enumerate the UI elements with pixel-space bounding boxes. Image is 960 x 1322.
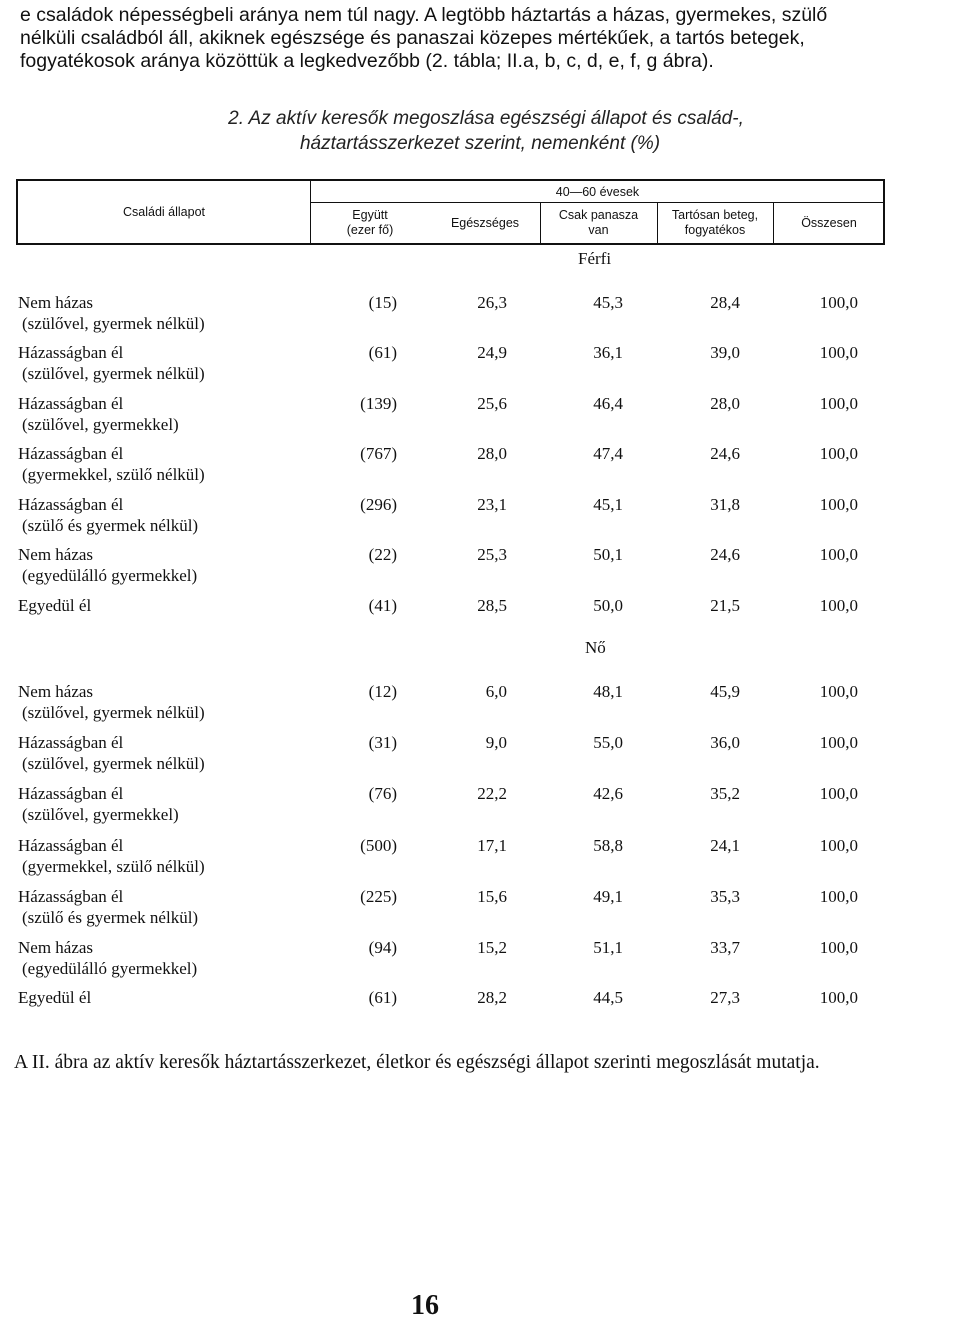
intro-paragraph: e családok népességbeli aránya nem túl nagy. A legtöbb háztartás a házas, gyermekes, szülő nélküli családból áll, akiknek egészsége és panaszai közepes mértékűek, a tartós betegek, fogyatékosok aránya közöttük a legkedvezőbb (2. tábla; II.a, b, c, d, e, f, g ábra).: [20, 4, 828, 72]
cell-complaints: 44,5: [593, 988, 623, 1007]
cell-together: (61): [368, 988, 397, 1007]
header-together-line-2: (ezer fő): [346, 223, 394, 237]
cell-together: (296): [360, 495, 397, 514]
cell-together: (767): [360, 444, 397, 463]
cell-together: (76): [368, 784, 397, 803]
row-sublabel: (szülővel, gyermekkel): [22, 805, 179, 824]
header-together: [310, 203, 430, 243]
cell-total: 100,0: [819, 495, 858, 514]
cell-chronically-ill: 31,8: [710, 495, 740, 514]
cell-healthy: 28,2: [477, 988, 507, 1007]
outro-paragraph: A II. ábra az aktív keresők háztartásszerkezet, életkor és egészségi állapot szerinti megoszlását mutatja.: [14, 1052, 820, 1073]
row-sublabel: (szülő és gyermek nélkül): [22, 516, 199, 535]
cell-chronically-ill: 24,1: [710, 836, 740, 855]
row-label: Házasságban él: [18, 836, 124, 855]
cell-total: 100,0: [819, 733, 858, 752]
section-label-male: Férfi: [578, 249, 612, 268]
cell-together: (31): [368, 733, 397, 752]
row-label: Házasságban él: [18, 343, 124, 362]
table-row: [0, 835, 960, 879]
cell-total: 100,0: [819, 938, 858, 957]
cell-chronically-ill: 24,6: [710, 545, 740, 564]
table-row: [0, 987, 960, 1031]
row-label: Házasságban él: [18, 394, 124, 413]
table-title-line-1: 2. Az aktív keresők megoszlása egészségi állapot és család-,: [228, 108, 744, 129]
row-label: Házasságban él: [18, 444, 124, 463]
row-sublabel: (egyedülálló gyermekkel): [22, 566, 198, 585]
cell-together: (12): [368, 682, 397, 701]
table-row: [0, 494, 960, 538]
cell-healthy: 23,1: [477, 495, 507, 514]
cell-total: 100,0: [819, 444, 858, 463]
cell-healthy: 28,0: [477, 444, 507, 463]
cell-total: 100,0: [819, 682, 858, 701]
cell-chronically-ill: 33,7: [710, 938, 740, 957]
header-age-group: 40—60 évesek: [555, 184, 640, 199]
table-row: [0, 544, 960, 588]
row-label: Házasságban él: [18, 784, 124, 803]
row-sublabel: (gyermekkel, szülő nélkül): [22, 857, 205, 876]
table-row: [0, 342, 960, 386]
cell-together: (500): [360, 836, 397, 855]
table-row: [0, 292, 960, 336]
cell-total: 100,0: [819, 394, 858, 413]
cell-healthy: 25,3: [477, 545, 507, 564]
row-sublabel: (egyedülálló gyermekkel): [22, 959, 198, 978]
table-row: [0, 393, 960, 437]
header-family-status: Családi állapot: [123, 204, 205, 219]
cell-complaints: 55,0: [593, 733, 623, 752]
cell-complaints: 36,1: [593, 343, 623, 362]
cell-chronically-ill: 24,6: [710, 444, 740, 463]
header-complaints: [540, 203, 657, 243]
cell-total: 100,0: [819, 784, 858, 803]
row-sublabel: (szülővel, gyermekkel): [22, 415, 179, 434]
table-row: [0, 443, 960, 487]
table-row: [0, 595, 960, 639]
row-label: Nem házas: [18, 293, 94, 312]
cell-total: 100,0: [819, 836, 858, 855]
cell-complaints: 58,8: [593, 836, 623, 855]
cell-together: (139): [360, 394, 397, 413]
cell-healthy: 6,0: [485, 682, 507, 701]
header-chronically-ill-line-2: fogyatékos: [684, 223, 746, 237]
row-sublabel: (gyermekkel, szülő nélkül): [22, 465, 205, 484]
row-label: Nem házas: [18, 545, 94, 564]
header-chronically-ill: [657, 203, 773, 243]
cell-total: 100,0: [819, 887, 858, 906]
cell-healthy: 17,1: [477, 836, 507, 855]
table-title-line-2: háztartásszerkezet szerint, nemenként (%): [299, 133, 661, 154]
cell-complaints: 49,1: [593, 887, 623, 906]
table-row: [0, 732, 960, 776]
row-label: Házasságban él: [18, 733, 124, 752]
cell-complaints: 48,1: [593, 682, 623, 701]
cell-complaints: 51,1: [593, 938, 623, 957]
row-sublabel: (szülővel, gyermek nélkül): [22, 364, 205, 383]
cell-complaints: 45,1: [593, 495, 623, 514]
row-sublabel: (szülővel, gyermek nélkül): [22, 314, 205, 333]
cell-healthy: 15,6: [477, 887, 507, 906]
cell-chronically-ill: 39,0: [710, 343, 740, 362]
header-total: Összesen: [801, 215, 857, 230]
cell-healthy: 28,5: [477, 596, 507, 615]
row-label: Nem házas: [18, 682, 94, 701]
table-row: [0, 783, 960, 827]
page-number: 16: [411, 1290, 439, 1321]
cell-total: 100,0: [819, 343, 858, 362]
cell-healthy: 15,2: [477, 938, 507, 957]
cell-together: (225): [360, 887, 397, 906]
cell-together: (94): [368, 938, 397, 957]
cell-complaints: 42,6: [593, 784, 623, 803]
cell-complaints: 46,4: [593, 394, 623, 413]
section-label-female: Nő: [585, 638, 606, 657]
cell-chronically-ill: 36,0: [710, 733, 740, 752]
cell-chronically-ill: 35,2: [710, 784, 740, 803]
cell-chronically-ill: 45,9: [710, 682, 740, 701]
row-label: Házasságban él: [18, 495, 124, 514]
cell-complaints: 50,1: [593, 545, 623, 564]
cell-total: 100,0: [819, 293, 858, 312]
cell-complaints: 47,4: [593, 444, 623, 463]
cell-together: (22): [368, 545, 397, 564]
cell-together: (41): [368, 596, 397, 615]
cell-healthy: 24,9: [477, 343, 507, 362]
cell-chronically-ill: 28,4: [710, 293, 740, 312]
cell-chronically-ill: 28,0: [710, 394, 740, 413]
table-header: [16, 179, 885, 245]
header-chronically-ill-line-1: Tartósan beteg,: [671, 208, 759, 222]
row-label: Egyedül él: [18, 596, 92, 615]
header-together-line-1: Együtt: [352, 208, 388, 222]
cell-total: 100,0: [819, 545, 858, 564]
table-row: [0, 681, 960, 725]
row-sublabel: (szülővel, gyermek nélkül): [22, 703, 205, 722]
row-label: Egyedül él: [18, 988, 92, 1007]
cell-total: 100,0: [819, 596, 858, 615]
header-healthy: Egészséges: [450, 215, 520, 230]
cell-together: (15): [368, 293, 397, 312]
cell-chronically-ill: 27,3: [710, 988, 740, 1007]
cell-healthy: 22,2: [477, 784, 507, 803]
row-sublabel: (szülővel, gyermek nélkül): [22, 754, 205, 773]
cell-healthy: 25,6: [477, 394, 507, 413]
table-row: [0, 937, 960, 981]
cell-total: 100,0: [819, 988, 858, 1007]
header-complaints-line-2: van: [588, 223, 609, 237]
cell-chronically-ill: 35,3: [710, 887, 740, 906]
header-complaints-line-1: Csak panasza: [558, 208, 639, 222]
row-label: Házasságban él: [18, 887, 124, 906]
row-sublabel: (szülő és gyermek nélkül): [22, 908, 199, 927]
cell-complaints: 45,3: [593, 293, 623, 312]
cell-together: (61): [368, 343, 397, 362]
cell-healthy: 9,0: [485, 733, 507, 752]
cell-complaints: 50,0: [593, 596, 623, 615]
cell-healthy: 26,3: [477, 293, 507, 312]
cell-chronically-ill: 21,5: [710, 596, 740, 615]
table-row: [0, 886, 960, 930]
row-label: Nem házas: [18, 938, 94, 957]
